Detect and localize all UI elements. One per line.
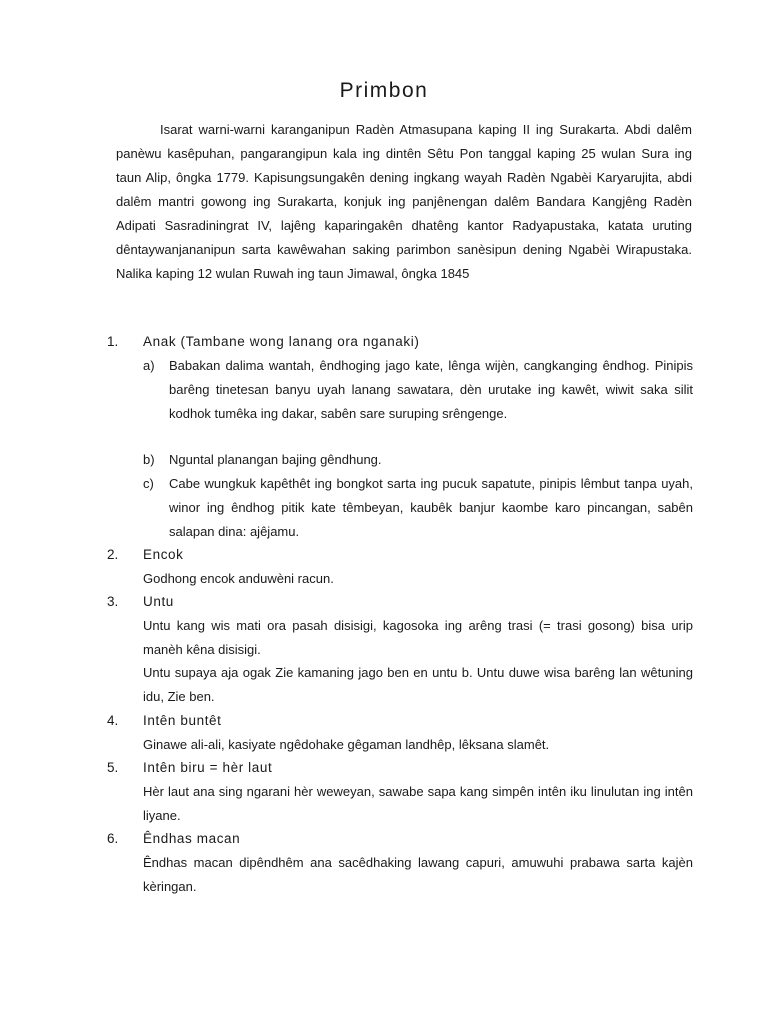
item-heading: Intên buntêt [143,713,222,728]
item-heading: Anak (Tambane wong lanang ora nganaki) [143,334,420,349]
sub-item-c [143,472,693,544]
item-number: 2. [107,547,119,562]
item-body: Untu kang wis mati ora pasah disisigi, kagosoka ing arêng trasi (= trasi gosong) bisa urip manèh kêna disisigi. [143,618,693,657]
sub-item-letter: a) [143,358,155,373]
item-number: 4. [107,713,119,728]
item-body: Untu supaya aja ogak Zie kamaning jago ben en untu b. Untu duwe wisa barêng lan wêtuning idu, Zie ben. [143,665,693,704]
item-body: Godhong encok anduwèni racun. [143,571,334,586]
item-heading: Êndhas macan [143,831,241,846]
item-heading: Encok [143,547,184,562]
item-number: 5. [107,760,119,775]
intro-paragraph: Isarat warni-warni karanganipun Radèn Atmasupana kaping II ing Surakarta. Abdi dalêm panèwu kasêpuhan, pangarangipun kala ing dintên Sêtu Pon tanggal kaping 25 wulan Sura ing taun Alip, ôngka 1779. Kapisungsungakên dening ingkang wayah Radèn Ngabèi Karyarujita, abdi dalêm mantri gowong ing Surakarta, konjuk ing panjênengan dalêm Bandara Kangjêng Radèn Adipati Sasradiningrat IV, lajêng kaparingakên dhatêng kantor Radyapustaka, katata uruting dêntaywanjananipun sarta kawêwahan saking parimbon sanèsipun dening Ngabèi Wirapustaka. Nalika kaping 12 wulan Ruwah ing taun Jimawal, ôngka 1845 [116,122,692,281]
item-body: Ginawe ali-ali, kasiyate ngêdohake gêgaman landhêp, lêksana slamêt. [143,737,550,752]
item-heading: Untu [143,594,174,609]
sub-item-text: Babakan dalima wantah, êndhoging jago kate, lênga wijèn, cangkanging êndhog. Pinipis barêng tinetesan banyu uyah lanang sawatara, dèn urutake ing kawêt, wiwit saka silit kodhok tumêka ing dakar, sabên sare suruping srêngenge. [169,358,693,421]
item-body: Hèr laut ana sing ngarani hèr weweyan, sawabe sapa kang simpên intên iku linulutan ing intên liyane. [143,784,693,823]
document-title: Primbon [339,79,429,102]
sub-item-letter: b) [143,452,155,467]
item-number: 6. [107,831,119,846]
sub-item-b [143,448,693,472]
item-body: Êndhas macan dipêndhêm ana sacêdhaking lawang capuri, amuwuhi prabawa sarta kajèn kèringan. [143,855,693,894]
sub-item-text: Nguntal planangan bajing gêndhung. [169,452,382,467]
sub-item-letter: c) [143,476,154,491]
sub-item-a [143,354,693,426]
item-number: 1. [107,334,119,349]
sub-item-text: Cabe wungkuk kapêthêt ing bongkot sarta ing pucuk sapatute, pinipis lêmbut tanpa uyah, winor ing êndhog pitik kate têmbeyan, kaubêk banjur kaombe karo pincangan, sabên salapan dina: ajêjamu. [169,476,693,539]
item-number: 3. [107,594,119,609]
item-heading: Intên biru = hèr laut [143,760,273,775]
